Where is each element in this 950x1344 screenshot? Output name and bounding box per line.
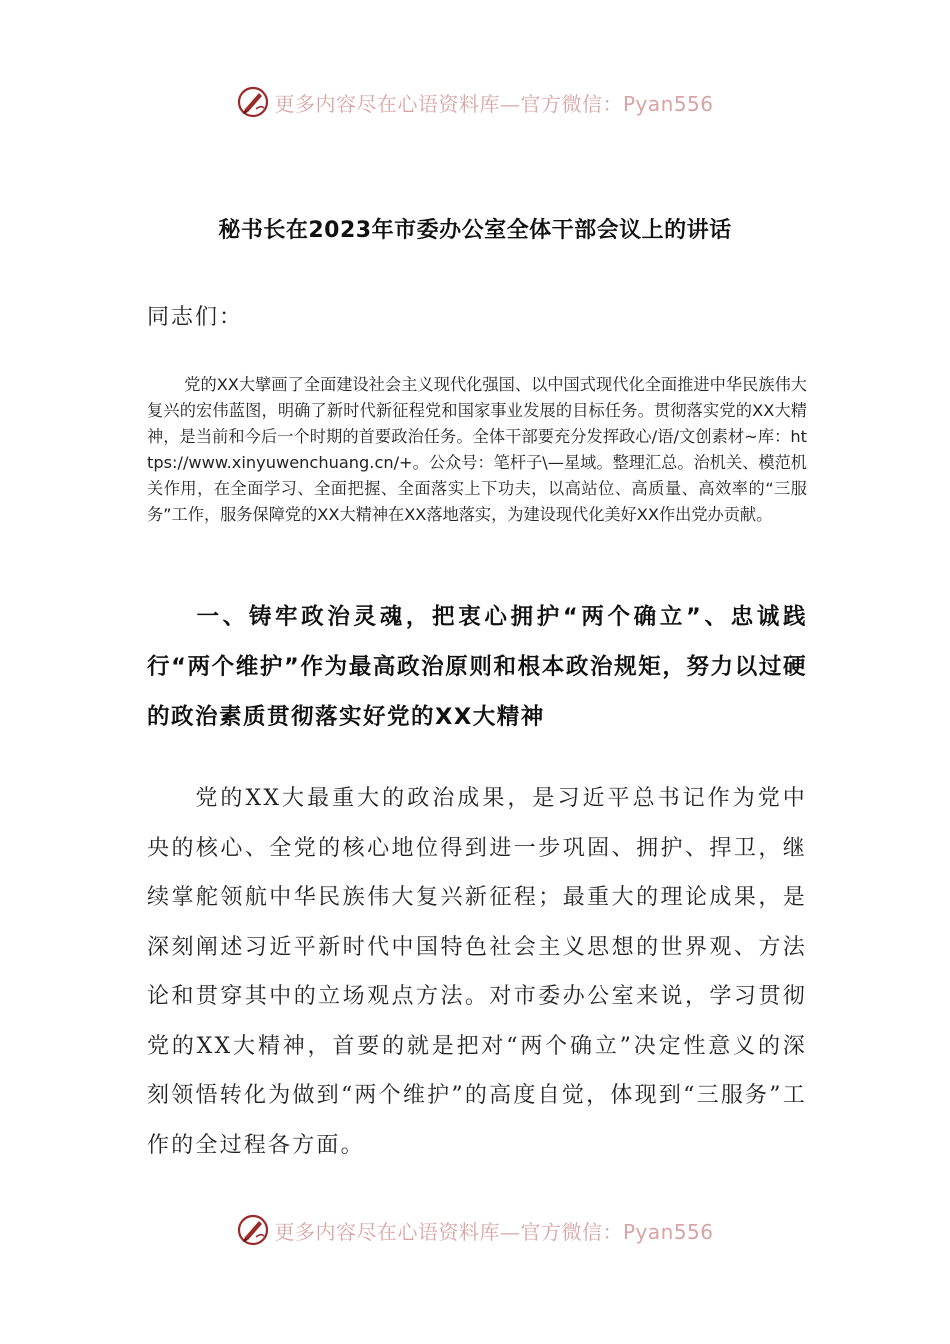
watermark-text: 更多内容尽在心语资料库—官方微信：Pyan556 — [274, 91, 714, 116]
greeting: 同志们： — [147, 305, 244, 330]
section-heading: 一、铸牢政治灵魂，把衷心拥护“两个确立”、忠诚践行“两个维护”作为最高政治原则和根本政治规矩，努力以过硬的政治素质贯彻落实好党的XX大精神 — [147, 604, 807, 730]
document-title: 秘书长在2023年市委办公室全体干部会议上的讲话 — [218, 218, 732, 243]
pen-logo-icon — [236, 85, 270, 119]
pen-logo-icon — [236, 1213, 270, 1247]
header-watermark — [0, 82, 950, 122]
watermark-text: 更多内容尽在心语资料库—官方微信：Pyan556 — [274, 1219, 714, 1244]
footer-watermark — [0, 1210, 950, 1250]
intro-paragraph: 党的XX大擘画了全面建设社会主义现代化强国、以中国式现代化全面推进中华民族伟大复兴的宏伟蓝图，明确了新时代新征程党和国家事业发展的目标任务。贯彻落实党的XX大精神，是当前和今后一个时期的首要政治任务。全体干部要充分发挥政心/语/文创素材~库：https://www.xinyuwenchuang.cn/+。公众号：笔杆子\—星域。整理汇总。治机关、模范机关作用，在全面学习、全面把握、全面落实上下功夫，以高站位、高质量、高效率的“三服务”工作，服务保障党的XX大精神在XX落地落实，为建设现代化美好XX作出党办贡献。 — [147, 375, 807, 524]
body-paragraph: 党的XX大最重大的政治成果，是习近平总书记作为党中央的核心、全党的核心地位得到进一步巩固、拥护、捍卫，继续掌舵领航中华民族伟大复兴新征程；最重大的理论成果，是深刻阐述习近平新时代中国特色社会主义思想的世界观、方法论和贯穿其中的立场观点方法。对市委办公室来说，学习贯彻党的XX大精神，首要的就是把对“两个确立”决定性意义的深刻领悟转化为做到“两个维护”的高度自觉，体现到“三服务”工作的全过程各方面。 — [147, 786, 807, 1158]
